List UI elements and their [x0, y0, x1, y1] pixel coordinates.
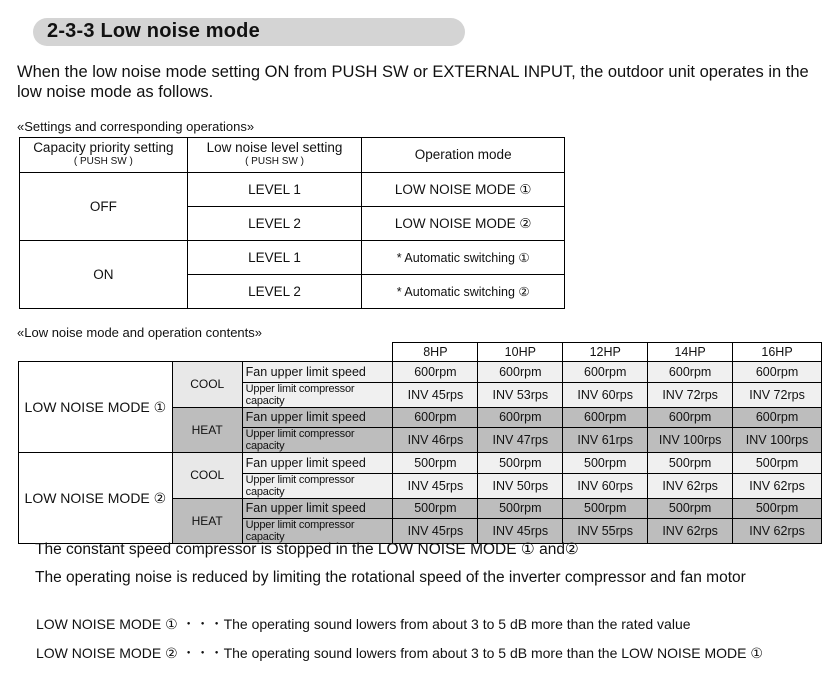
table-row [20, 173, 565, 207]
settings-header-row [20, 138, 565, 173]
intro-paragraph: When the low noise mode setting ON from PUSH SW or EXTERNAL INPUT, the outdoor unit operates in the low noise mode as follows. [17, 63, 809, 101]
value-cell: 500rpm [393, 498, 478, 519]
operations-table [18, 342, 822, 544]
value-cell: 600rpm [393, 407, 478, 428]
value-cell: INV 60rps [563, 473, 648, 498]
value-cell: 500rpm [733, 498, 822, 519]
operation-header-label: Operation mode [414, 147, 512, 162]
value-cell: INV 100rps [648, 428, 733, 453]
mode-cell: * Automatic switching ① [362, 241, 565, 275]
param-cell: Upper limit compressor capacity [242, 428, 393, 453]
value-cell: INV 53rps [478, 382, 563, 407]
level-header [187, 138, 362, 173]
value-cell: 500rpm [478, 498, 563, 519]
legend-mode-1: LOW NOISE MODE ① ・・・The operating sound lowers from about 3 to 5 dB more than the rated value [36, 616, 691, 632]
note-constant-speed: The constant speed compressor is stopped in the LOW NOISE MODE ① and② [35, 541, 579, 558]
section-title: 2-3-3 Low noise mode [47, 20, 260, 42]
capacity-cell: OFF [20, 173, 188, 241]
settings-table [19, 137, 565, 309]
settings-table-label: «Settings and corresponding operations» [17, 119, 255, 134]
value-cell: INV 50rps [478, 473, 563, 498]
capacity-header-sub: ( PUSH SW ) [73, 156, 133, 167]
value-cell: 600rpm [393, 362, 478, 383]
value-cell: INV 62rps [648, 473, 733, 498]
column-header: 8HP [393, 343, 478, 362]
value-cell: 600rpm [563, 362, 648, 383]
value-cell: 500rpm [393, 453, 478, 474]
legend-mode-2: LOW NOISE MODE ② ・・・The operating sound lowers from about 3 to 5 dB more than the LOW NOISE MODE ① [36, 645, 763, 661]
column-header: 10HP [478, 343, 563, 362]
value-cell: INV 45rps [393, 473, 478, 498]
param-cell: Fan upper limit speed [242, 498, 393, 519]
param-cell: Fan upper limit speed [242, 362, 393, 383]
mode-cell: LOW NOISE MODE ② [362, 207, 565, 241]
param-cell: Upper limit compressor capacity [242, 519, 393, 544]
value-cell: INV 72rps [733, 382, 822, 407]
capacity-cell: ON [20, 241, 188, 309]
param-cell: Upper limit compressor capacity [242, 382, 393, 407]
param-cell: Fan upper limit speed [242, 407, 393, 428]
value-cell: INV 46rps [393, 428, 478, 453]
capacity-header-label: Capacity priority setting [33, 140, 174, 155]
value-cell: INV 61rps [563, 428, 648, 453]
value-cell: 600rpm [478, 362, 563, 383]
column-header: 16HP [733, 343, 822, 362]
level-cell: LEVEL 1 [187, 173, 362, 207]
blank-header [19, 343, 393, 362]
kind-cell: HEAT [172, 407, 242, 453]
param-cell: Fan upper limit speed [242, 453, 393, 474]
value-cell: INV 72rps [648, 382, 733, 407]
value-cell: 600rpm [563, 407, 648, 428]
level-cell: LEVEL 1 [187, 241, 362, 275]
value-cell: 500rpm [648, 453, 733, 474]
mode-name-cell: LOW NOISE MODE ② [19, 453, 173, 544]
param-cell: Upper limit compressor capacity [242, 473, 393, 498]
table-row [20, 241, 565, 275]
kind-cell: HEAT [172, 498, 242, 544]
value-cell: INV 55rps [563, 519, 648, 544]
value-cell: INV 60rps [563, 382, 648, 407]
value-cell: 600rpm [648, 362, 733, 383]
value-cell: INV 62rps [648, 519, 733, 544]
value-cell: 500rpm [563, 453, 648, 474]
kind-cell: COOL [172, 362, 242, 408]
operations-header-row [19, 343, 822, 362]
value-cell: 500rpm [563, 498, 648, 519]
value-cell: 500rpm [733, 453, 822, 474]
value-cell: INV 45rps [478, 519, 563, 544]
operations-table-label: «Low noise mode and operation contents» [17, 325, 263, 340]
value-cell: INV 100rps [733, 428, 822, 453]
column-header: 12HP [563, 343, 648, 362]
note-operating-noise: The operating noise is reduced by limiting the rotational speed of the inverter compressor and fan motor [35, 569, 746, 586]
level-header-label: Low noise level setting [206, 140, 343, 155]
table-row [19, 453, 822, 474]
capacity-header [20, 138, 188, 173]
table-row [19, 362, 822, 383]
column-header: 14HP [648, 343, 733, 362]
value-cell: 500rpm [648, 498, 733, 519]
value-cell: INV 45rps [393, 382, 478, 407]
mode-cell: * Automatic switching ② [362, 275, 565, 309]
value-cell: 600rpm [648, 407, 733, 428]
value-cell: 500rpm [478, 453, 563, 474]
value-cell: INV 47rps [478, 428, 563, 453]
value-cell: 600rpm [478, 407, 563, 428]
value-cell: INV 62rps [733, 519, 822, 544]
kind-cell: COOL [172, 453, 242, 499]
value-cell: INV 62rps [733, 473, 822, 498]
level-header-sub: ( PUSH SW ) [245, 156, 304, 167]
mode-cell: LOW NOISE MODE ① [362, 173, 565, 207]
mode-name-cell: LOW NOISE MODE ① [19, 362, 173, 453]
level-cell: LEVEL 2 [187, 207, 362, 241]
level-cell: LEVEL 2 [187, 275, 362, 309]
value-cell: 600rpm [733, 407, 822, 428]
value-cell: 600rpm [733, 362, 822, 383]
value-cell: INV 45rps [393, 519, 478, 544]
operation-header [362, 138, 565, 173]
